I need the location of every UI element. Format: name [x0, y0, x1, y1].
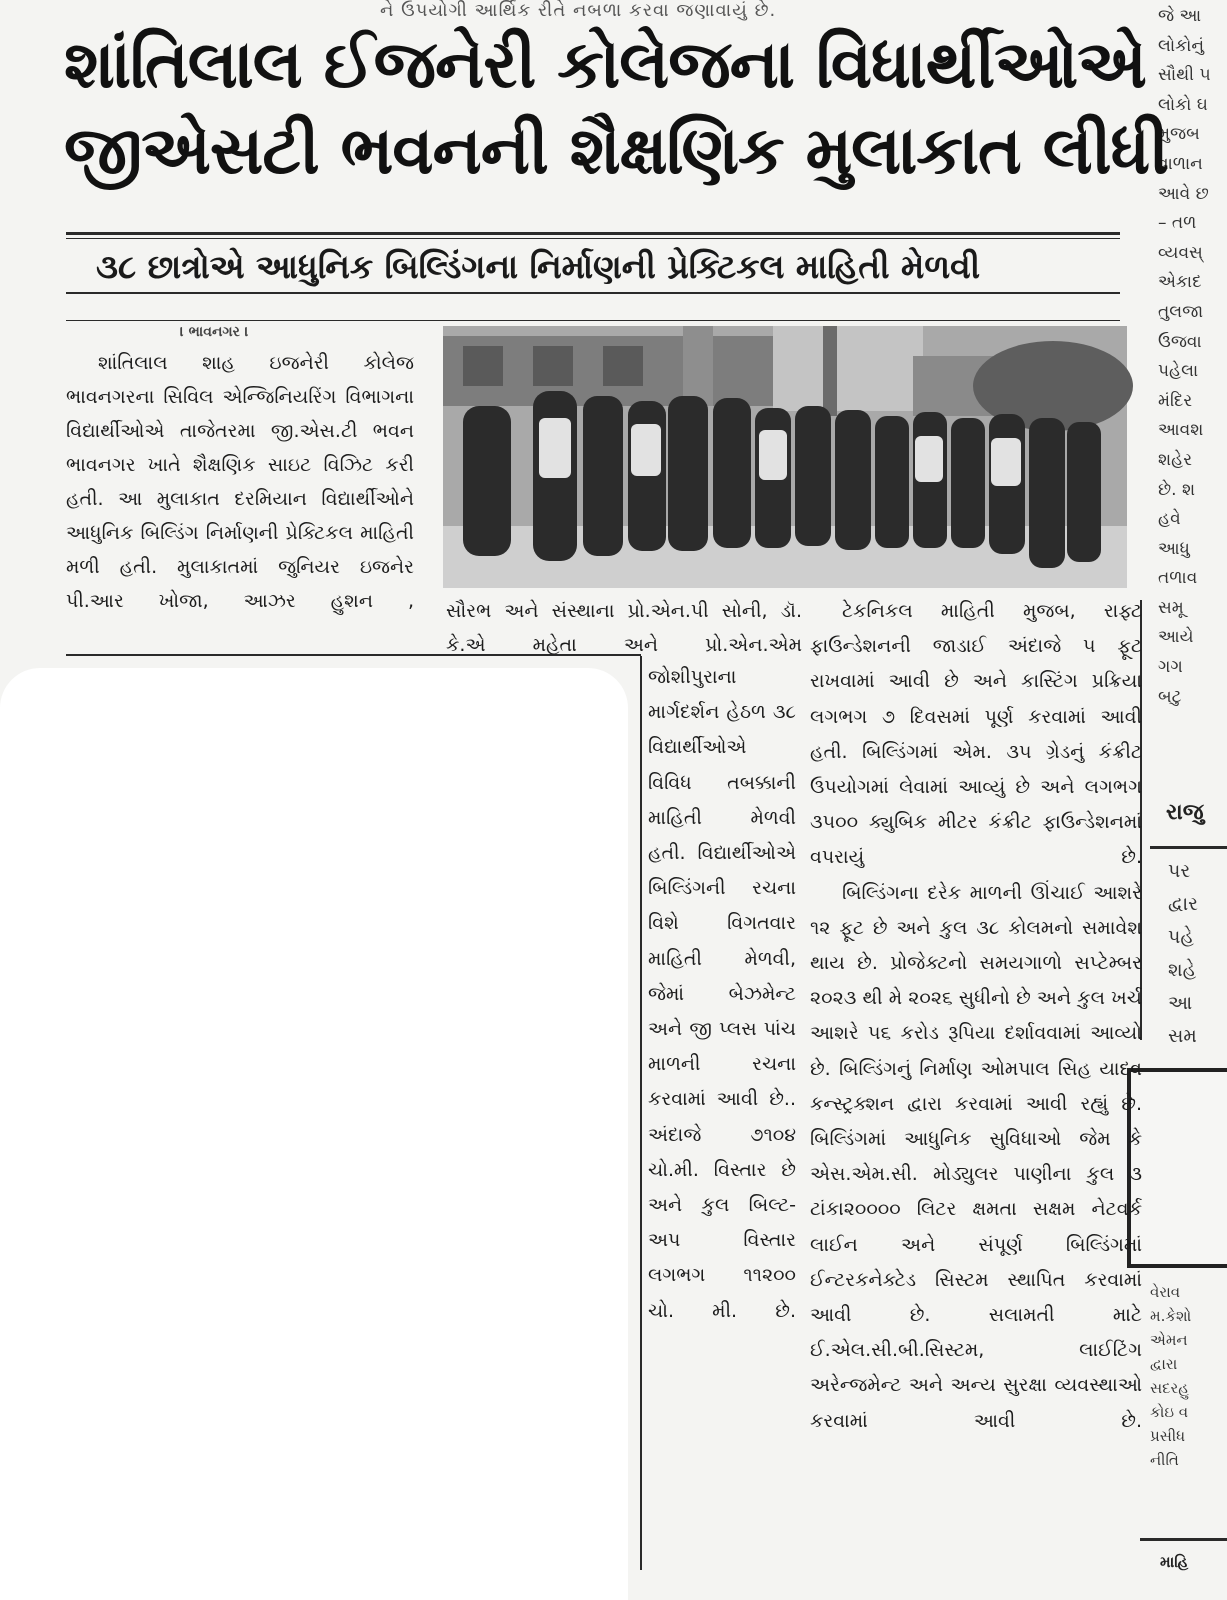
subheadline-rule — [66, 320, 1120, 321]
neighbour-article-fragment: માહિ — [1160, 1553, 1189, 1571]
blank-patch — [0, 668, 628, 1600]
column-rule — [1150, 846, 1227, 849]
subheadline-rule — [66, 292, 1120, 294]
article-headline — [64, 22, 1168, 194]
headline-rule — [66, 238, 1120, 239]
neighbour-article-fragment: પર દ્વાર પહે શહે આ સમ — [1168, 860, 1198, 1047]
column-divider — [640, 656, 642, 1570]
headline-line-2: જીએસટી ભવનની શૈક્ષણિક મુલાકાત લીધી — [64, 112, 1168, 189]
article-paragraph: જોશીપુરાના માર્ગદર્શન હેઠળ ૩૮ વિદ્યાર્થીઓએ વિવિધ તબક્કાની માહિતી મેળવી હતી. વિદ્યાર્થીઓએ બિલ્ડિંગની રચના વિશે વિગતવાર માહિતી મેળવી, જેમાં બેઝમેન્ટ અને જી પ્લસ પાંચ માળની રચના કરવામાં આવી છે.. અંદાજે ૭૧૦૪ ચો.મી. વિસ્તાર છે અને કુલ બિલ્ટ-અપ વિસ્તાર લગભગ ૧૧૨૦૦ ચો. મી. છે. — [648, 666, 796, 1322]
article-column-middle — [446, 594, 802, 662]
article-paragraph: બિલ્ડિંગના દરેક માળની ઊંચાઈ આશરે ૧૨ ફૂટ છે અને કુલ ૩૮ કોલમનો સમાવેશ થાય છે. પ્રોજેક્ટનો સમયગાળો સપ્ટેમ્બર ૨૦૨૩ થી મે ૨૦૨૬ સુધીનો છે અને કુલ ખર્ચ આશરે ૫૬ કરોડ રૂપિયા દર્શાવવામાં આવ્યો છે. બિલ્ડિંગનું નિર્માણ ઓમપાલ સિહ યાદવ કન્સ્ટ્રક્શન દ્વારા કરવામાં આવી રહ્યું છે. બિલ્ડિંગમાં આધુનિક સુવિધાઓ જેમ કે એસ.એમ.સી. મોડ્યુલર પાણીના કુલ ૩ ટાંકા૨૦૦૦૦ લિટર ક્ષમતા સક્ષમ નેટવર્ક લાઈન અને સંપૂર્ણ બિલ્ડિંગમાં ઈન્ટરકનેક્ટેડ સિસ્ટમ સ્થાપિત કરવામાં આવી છે. સલામતી માટે ઈ.એલ.સી.બી.સિસ્ટમ, લાઈટિંગ અરેન્જમેન્ટ અને અન્ય સુરક્ષા વ્યવસ્થાઓ કરવામાં આવી છે. — [810, 881, 1142, 1432]
article-column-left — [66, 346, 414, 656]
previous-article-strip: ને ઉપયોગી આર્થિક રીતે નબળા કરવા જણાવાયું છે. — [380, 0, 777, 21]
article-paragraph: શાંતિલાલ શાહ ઇજનેરી કોલેજ ભાવનગરના સિવિલ એન્જિનિયરિંગ વિભાગના વિદ્યાર્થીઓએ તાજેતરમા જી.એસ.ટી ભવન ભાવનગર ખાતે શૈક્ષણિક સાઇટ વિઝિટ કરી હતી. આ મુલાકાત દરમિયાન વિદ્યાર્થીઓને આધુનિક બિલ્ડિંગ નિર્માણની પ્રેક્ટિકલ માહિતી મળી હતી. મુલાકાતમાં જુનિયર ઇજનેર પી.આર ખોજા, આઝર હુશન , — [66, 352, 414, 612]
article-column-right — [810, 594, 1142, 1439]
article-column-narrow — [648, 660, 796, 1329]
headline-line-1: શાંતિલાલ ઈજનેરી કોલેજના વિધાર્થીઓએ — [64, 26, 1146, 103]
column-rule — [1140, 1538, 1227, 1541]
neighbour-article-fragment: વેરાવ મ.કેશો એમન દ્વારા સદરહુ કોઇ વ પ્રસીધ નીતિ — [1150, 1283, 1192, 1469]
neighbour-article-fragment: જે આ લોકોનું સૌથી ૫ લોકો ઘ મુજબ વાળાન આવે છ – તળ વ્યવસ્ એકાદ તુલજા ઉજવા પહેલા મંદિર આવશ શહેર છે. શ હવે આધુ તળાવ સમૂ આયે ગગ બટુ — [1158, 6, 1211, 707]
article-subheadline: ૩૮ છાત્રોએ આધુનિક બિલ્ડિંગના નિર્માણની પ્રેક્ટિકલ માહિતી મેળવી — [96, 247, 981, 286]
group-photo-image — [443, 326, 1127, 588]
article-paragraph: ટેકનિકલ માહિતી મુજબ, રાફ્ટ ફાઉન્ડેશનની જાડાઈ અંદાજે ૫ ફૂટ રાખવામાં આવી છે અને કાસ્ટિંગ પ્રક્રિયા લગભગ ૭ દિવસમાં પૂર્ણ કરવામાં આવી હતી. બિલ્ડિંગમાં એમ. ૩૫ ગ્રેડનું કંક્રીટ ઉપયોગમાં લેવામાં આવ્યું છે અને લગભગ ૩૫૦૦ ક્યુબિક મીટર કંક્રીટ ફાઉન્ડેશનમાં વપરાયું છે. — [810, 600, 1142, 869]
neighbour-boxed-item — [1127, 1068, 1227, 1268]
article-dateline: । ભાવનગર । — [180, 324, 249, 340]
group-photo — [443, 326, 1127, 588]
headline-rule — [66, 232, 1120, 235]
article-paragraph: સૌરભ અને સંસ્થાના પ્રો.એન.પી સોની, ડૉ. કે.એ મહેતા અને પ્રો.એન.એમ — [446, 600, 802, 656]
neighbour-article-heading: રાજુ — [1166, 800, 1204, 825]
